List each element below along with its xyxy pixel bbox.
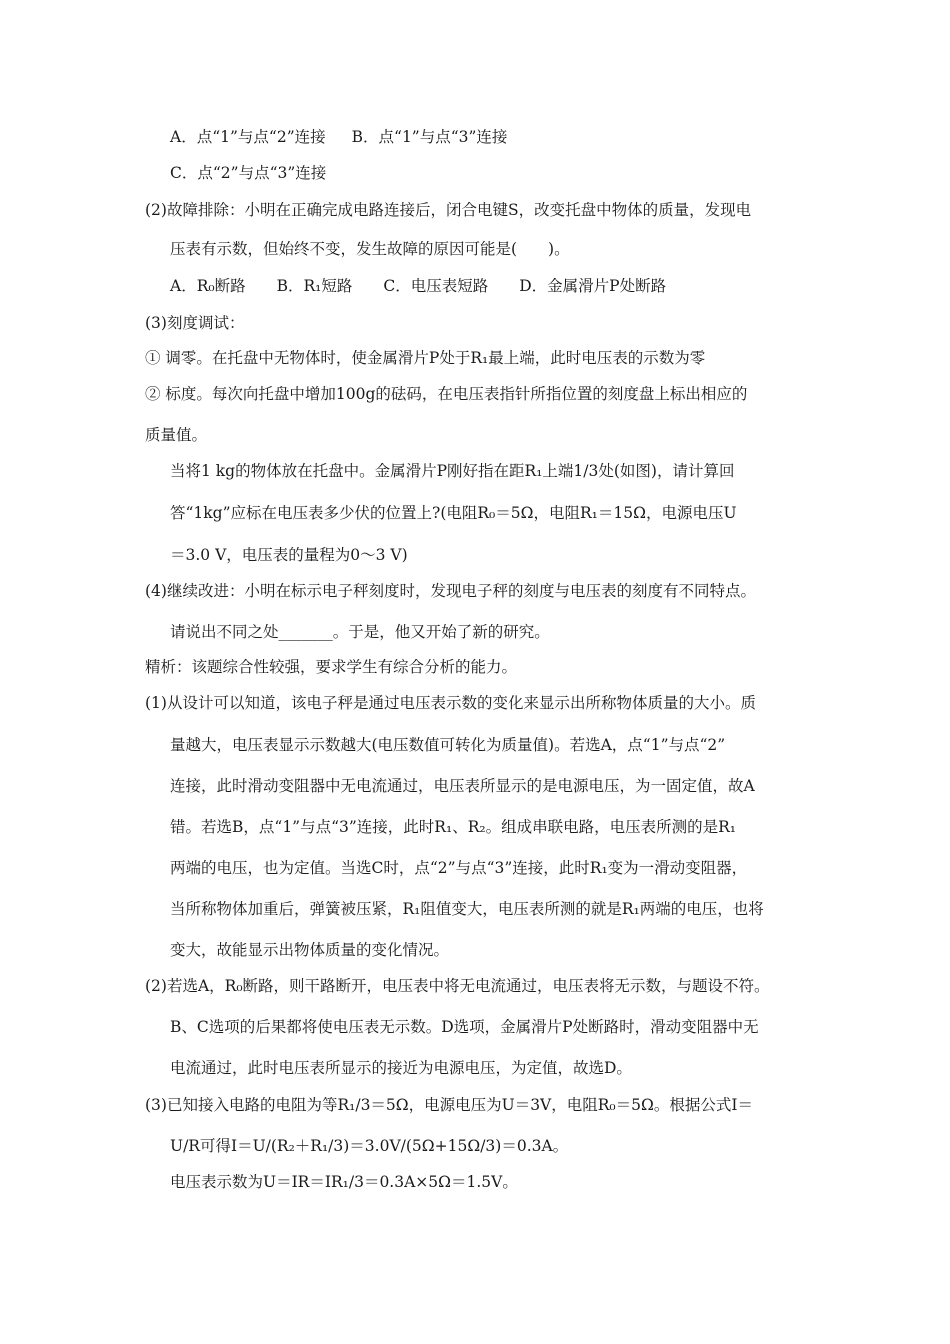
analysis-2-line-2: B、C选项的后果都将使电压表无示数。D选项，金属滑片P处断路时，滑动变阻器中无 [170, 1018, 759, 1036]
question-2-text: (2)故障排除：小明在正确完成电路连接后，闭合电键S，改变托盘中物体的质量，发现电 [145, 201, 752, 219]
option-a-text: A．点“1”与点“2”连接 B．点“1”与点“3”连接 [170, 128, 508, 146]
analysis-1-line-5: 两端的电压，也为定值。当选C时，点“2”与点“3”连接，此时R₁变为一滑动变阻器， [170, 859, 748, 877]
question-4-text: (4)继续改进：小明在标示电子秤刻度时，发现电子秤的刻度与电压表的刻度有不同特点。 [145, 582, 756, 600]
analysis-1-line-7: 变大，故能显示出物体质量的变化情况。 [170, 941, 450, 959]
step-2-text-cont: 质量值。 [145, 426, 208, 444]
step-2-text: ② 标度。每次向托盘中增加100g的砝码，在电压表指针所指位置的刻度盘上标出相应的 [145, 385, 748, 403]
analysis-3-formula: U/R可得I＝U/(R₂＋R₁/3)＝3.0V/(5Ω+15Ω/3)＝0.3A。 [170, 1137, 569, 1155]
question-4-text-cont: 请说出不同之处_______。于是，他又开始了新的研究。 [170, 623, 550, 641]
question-2-options: A．R₀断路 B．R₁短路 C．电压表短路 D．金属滑片P处断路 [170, 277, 667, 295]
option-c-text: C．点“2”与点“3”连接 [170, 164, 327, 182]
analysis-1-line-4: 错。若选B，点“1”与点“3”连接，此时R₁、R₂。组成串联电路，电压表所测的是R₁ [170, 818, 736, 836]
step-1-text: ① 调零。在托盘中无物体时，使金属滑片P处于R₁最上端，此时电压表的示数为零 [145, 349, 706, 367]
question-3-body-cont: 答“1kg”应标在电压表多少伏的位置上?(电阻R₀＝5Ω，电阻R₁＝15Ω，电源电压U [170, 504, 737, 522]
analysis-1-line-3: 连接，此时滑动变阻器中无电流通过，电压表所显示的是电源电压，为一固定值，故A [170, 777, 755, 795]
question-2-text-cont: 压表有示数，但始终不变，发生故障的原因可能是( )。 [170, 240, 570, 258]
question-3-body: 当将1 kg的物体放在托盘中。金属滑片P刚好指在距R₁上端1/3处(如图)，请计算回 [170, 462, 735, 480]
analysis-3-result: 电压表示数为U＝IR＝IR₁/3＝0.3A×5Ω＝1.5V。 [170, 1173, 518, 1191]
analysis-1-text: (1)从设计可以知道，该电子秤是通过电压表示数的变化来显示出所称物体质量的大小。质 [145, 694, 756, 712]
analysis-3-text: (3)已知接入电路的电阻为等R₁/3＝5Ω，电源电压为U＝3V，电阻R₀＝5Ω。根据公式I＝ [145, 1096, 753, 1114]
analysis-intro: 精析：该题综合性较强，要求学生有综合分析的能力。 [145, 658, 518, 676]
analysis-1-line-2: 量越大，电压表显示示数越大(电压数值可转化为质量值)。若选A，点“1”与点“2” [170, 736, 726, 754]
question-3-body-end: ＝3.0 V，电压表的量程为0～3 V) [170, 546, 408, 564]
analysis-2-line-3: 电流通过，此时电压表所显示的接近为电源电压，为定值，故选D。 [170, 1059, 632, 1077]
analysis-1-line-6: 当所称物体加重后，弹簧被压紧，R₁阻值变大，电压表所测的就是R₁两端的电压，也将 [170, 900, 764, 918]
option-b-text: B．点“1”与点“3”连接 [351, 128, 508, 146]
analysis-2-text: (2)若选A，R₀断路，则干路断开，电压表中将无电流通过，电压表将无示数，与题设不符。 [145, 977, 770, 995]
question-3-heading: (3)刻度调试： [145, 314, 245, 332]
